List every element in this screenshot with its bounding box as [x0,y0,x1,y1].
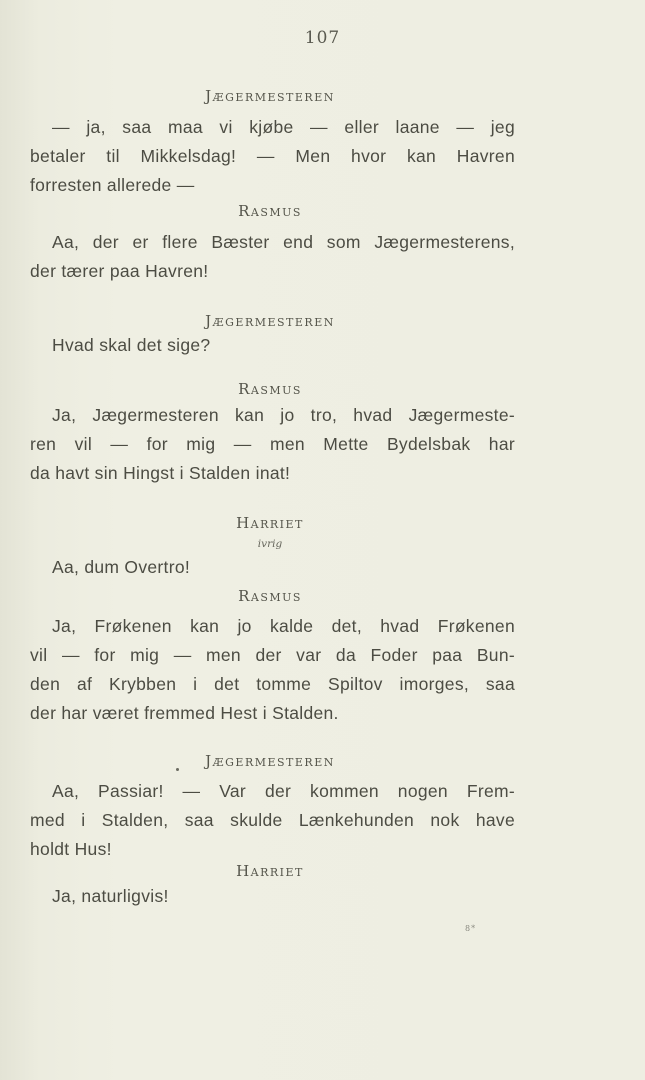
dialogue-line: Aa, Passiar! — Var der kommen nogen Frem- [52,781,515,801]
stage-direction: ivrig [257,538,283,550]
dialogue-line: der har været fremmed Hest i Stalden. [30,703,339,723]
dialogue-line: Ja, naturligvis! [52,886,169,906]
speaker-name: Jægermesteren [205,87,335,105]
dialogue-line: Hvad skal det sige? [52,335,211,355]
signature-mark: 8* [465,924,477,933]
dialogue-line: — ja, saa maa vi kjøbe — eller laane — jeg [52,117,515,137]
speaker-name: Rasmus [238,202,302,220]
speaker-name: Harriet [236,514,304,532]
dialogue-line: med i Stalden, saa skulde Lænkehunden nok have [30,810,515,830]
speaker-name: Rasmus [238,587,302,605]
dialogue-line: Ja, Jægermesteren kan jo tro, hvad Jægermeste- [52,405,515,425]
dialogue-line: betaler til Mikkelsdag! — Men hvor kan Havren [30,146,515,166]
dialogue-line: Aa, dum Overtro! [52,557,191,577]
dialogue-line: da havt sin Hingst i Stalden inat! [30,463,291,483]
dialogue-line: der tærer paa Havren! [30,261,209,281]
speaker-name: Jægermesteren [205,312,335,330]
dialogue-line: vil — for mig — men der var da Foder paa Bun- [30,645,515,665]
dialogue-line: Aa, der er flere Bæster end som Jægermesterens, [52,232,515,252]
dialogue-line: den af Krybben i det tomme Spiltov imorges, saa [30,674,515,694]
dialogue-line: Ja, Frøkenen kan jo kalde det, hvad Frøkenen [52,616,515,636]
speaker-name: Rasmus [238,380,302,398]
dialogue-line: holdt Hus! [30,839,112,859]
dialogue-line: forresten allerede — [30,175,195,195]
speaker-name: Jægermesteren [205,752,335,770]
dialogue-line: ren vil — for mig — men Mette Bydelsbak har [30,434,515,454]
speaker-name: Harriet [236,862,304,880]
page-number: 107 [304,28,341,48]
